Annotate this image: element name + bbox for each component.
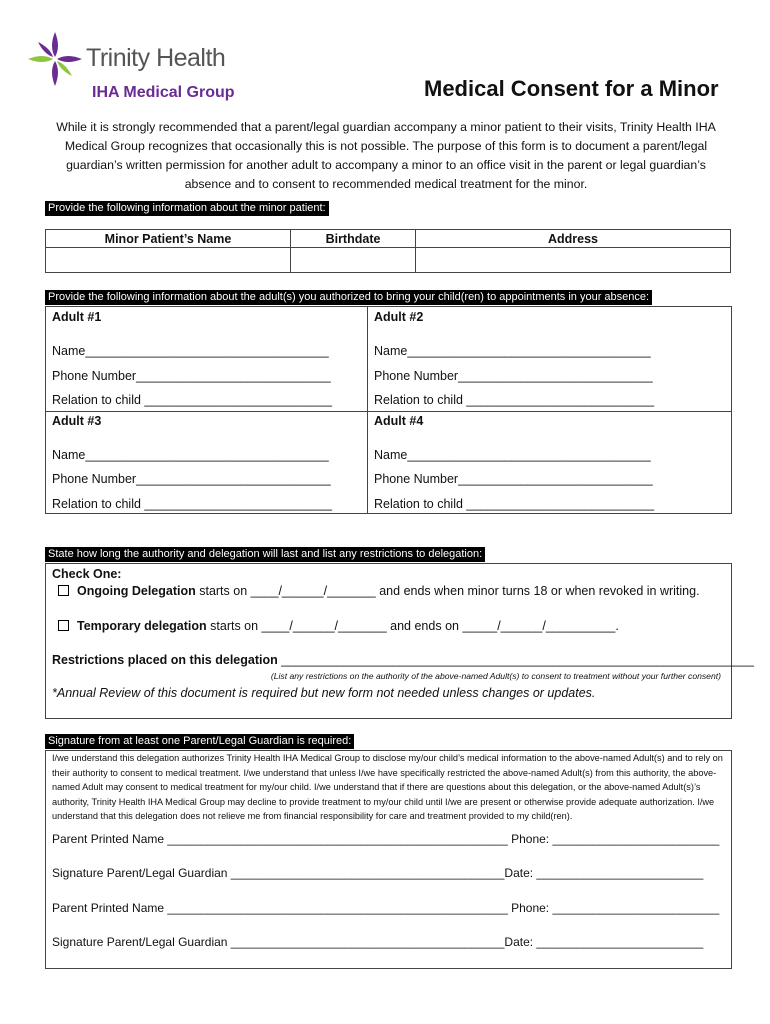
adult1-name[interactable]: Name___________________________________ bbox=[52, 344, 329, 358]
intro-paragraph: While it is strongly recommended that a parent/legal guardian accompany a minor patient to their visits, Trinity Health IHA Medical Group recognizes that occasionally this is not possible. The purpose of this form is to document a parent/legal guardian’s written permission for another adult to accompany a minor to an office visit in the parent or legal guardian’s absence and to consent to recommended medical treatment for the minor. bbox=[56, 120, 716, 191]
adults-divider bbox=[367, 307, 368, 513]
patient-section-header: Provide the following information about the minor patient: bbox=[45, 201, 329, 216]
adult1-relation[interactable]: Relation to child ___________________________ bbox=[52, 393, 333, 407]
address-cell[interactable] bbox=[416, 248, 731, 273]
adult2-name[interactable]: Name___________________________________ bbox=[374, 344, 651, 358]
ongoing-label: Ongoing Delegation bbox=[77, 584, 196, 598]
signature-disclosure-text: I/we understand this delegation authorizes Trinity Health IHA Medical Group to disclose my/our child’s medical information to the above-named Adult(s) and to rely on their authority to consent to medical treatment. I/we understand that unless I/we have specifically restricted the above-named Adult(s) from this authority, the above-named Adult may consent to medical treatment for my/our child. I/we understand that if there are questions about this delegation, or the above-named Adult(s)’s authority, Trinity Health IHA Medical Group may decline to provide treatment to my/our child until I/we are present or otherwise provide adequate authorization. I/we understand that this delegation does not relieve me from financial responsibility for care and treatment provided to my child(ren). bbox=[52, 753, 723, 821]
patient-table bbox=[45, 229, 731, 273]
adult3-phone[interactable]: Phone Number____________________________ bbox=[52, 472, 331, 486]
birthdate-cell[interactable] bbox=[291, 248, 416, 273]
parent1-signature[interactable]: Signature Parent/Legal Guardian _________________________________________Date: _________________________ bbox=[52, 866, 704, 880]
adult3-name[interactable]: Name___________________________________ bbox=[52, 448, 329, 462]
logo-name: Trinity Health bbox=[86, 44, 226, 72]
adults-row-divider bbox=[46, 411, 731, 412]
ongoing-option[interactable] bbox=[58, 584, 700, 598]
restrictions-field[interactable] bbox=[52, 653, 754, 667]
adult2-label: Adult #2 bbox=[374, 310, 424, 324]
patient-name-header: Minor Patient’s Name bbox=[46, 230, 291, 248]
trinity-logo bbox=[26, 30, 84, 88]
adult1-label: Adult #1 bbox=[52, 310, 102, 324]
ongoing-text: starts on ____/______/_______ and ends when minor turns 18 or when revoked in writing. bbox=[195, 584, 700, 598]
delegation-box bbox=[45, 563, 754, 719]
address-header: Address bbox=[416, 230, 731, 248]
parent2-printed-name[interactable]: Parent Printed Name ___________________________________________________ Phone: _________________________ bbox=[52, 901, 720, 915]
adult4-label: Adult #4 bbox=[374, 414, 424, 428]
adult4-relation[interactable]: Relation to child ___________________________ bbox=[374, 497, 655, 511]
temporary-option[interactable] bbox=[58, 619, 619, 633]
restrictions-line: ____________________________________________________________________ bbox=[277, 653, 754, 667]
delegation-section-header: State how long the authority and delegation will last and list any restrictions to delegation: bbox=[45, 547, 485, 562]
restrictions-note: (List any restrictions on the authority of the above-named Adult(s) to consent to treatment without your further consent) bbox=[270, 671, 721, 681]
adult2-relation[interactable]: Relation to child ___________________________ bbox=[374, 393, 655, 407]
birthdate-header: Birthdate bbox=[291, 230, 416, 248]
temporary-text: starts on ____/______/_______ and ends on _____/______/__________. bbox=[206, 619, 619, 633]
signature-box bbox=[45, 750, 732, 969]
signature-section-header: Signature from at least one Parent/Legal Guardian is required: bbox=[45, 734, 354, 749]
adult1-phone[interactable]: Phone Number____________________________ bbox=[52, 369, 331, 383]
patient-name-cell[interactable] bbox=[46, 248, 291, 273]
restrictions-label: Restrictions placed on this delegation bbox=[52, 653, 278, 667]
adult3-label: Adult #3 bbox=[52, 414, 102, 428]
adult2-phone[interactable]: Phone Number____________________________ bbox=[374, 369, 653, 383]
logo-group: IHA Medical Group bbox=[92, 84, 235, 101]
ongoing-checkbox[interactable] bbox=[58, 585, 69, 596]
parent2-signature[interactable]: Signature Parent/Legal Guardian _________________________________________Date: _________________________ bbox=[52, 935, 704, 949]
adults-box bbox=[45, 306, 732, 514]
check-one-label: Check One: bbox=[52, 567, 122, 581]
temporary-checkbox[interactable] bbox=[58, 620, 69, 631]
annual-review-note: *Annual Review of this document is required but new form not needed unless changes or updates. bbox=[52, 686, 596, 700]
adult4-name[interactable]: Name___________________________________ bbox=[374, 448, 651, 462]
parent1-printed-name[interactable]: Parent Printed Name ___________________________________________________ Phone: _________________________ bbox=[52, 832, 720, 846]
page-title: Medical Consent for a Minor bbox=[424, 76, 719, 101]
adult3-relation[interactable]: Relation to child ___________________________ bbox=[52, 497, 333, 511]
adult4-phone[interactable]: Phone Number____________________________ bbox=[374, 472, 653, 486]
trinity-cross-icon bbox=[26, 30, 84, 88]
temporary-label: Temporary delegation bbox=[77, 619, 207, 633]
adults-section-header: Provide the following information about the adult(s) you authorized to bring your child(ren) to appointments in your absence: bbox=[45, 290, 652, 305]
